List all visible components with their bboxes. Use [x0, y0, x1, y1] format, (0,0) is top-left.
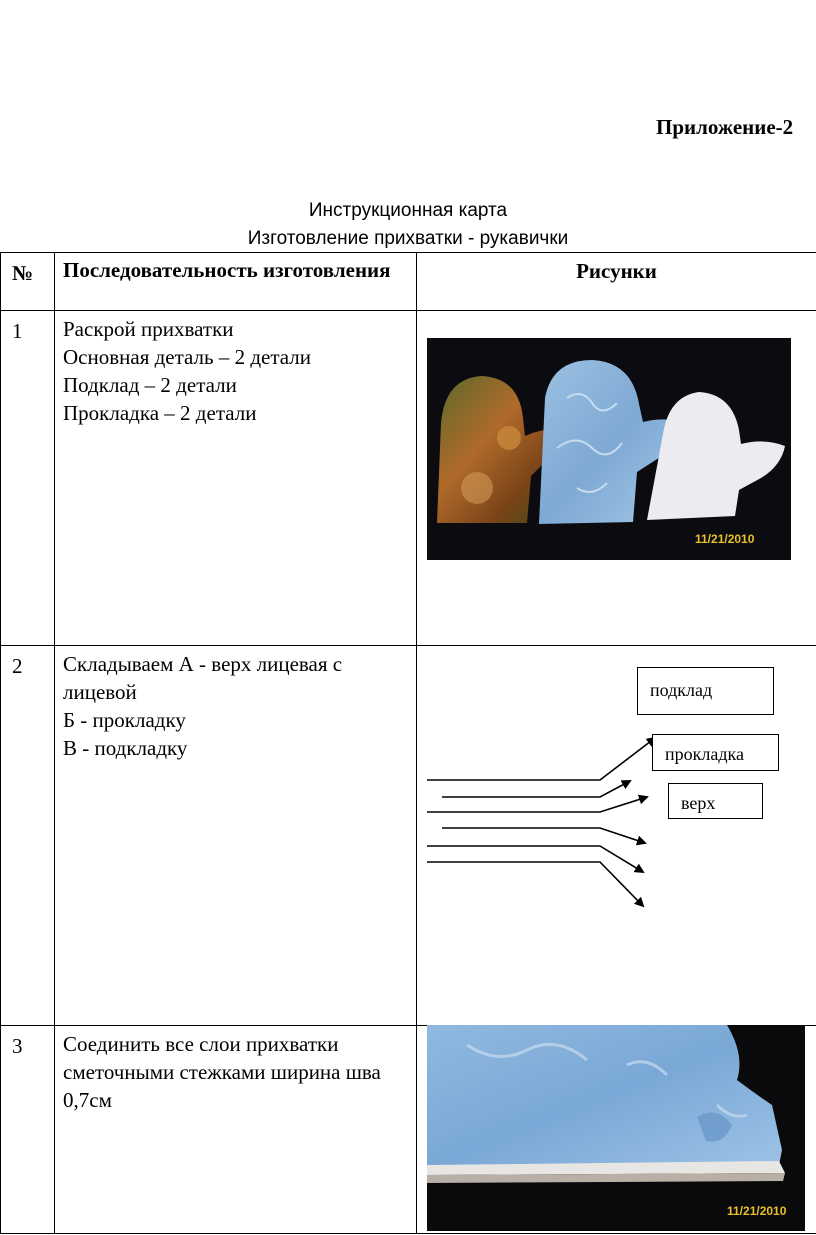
row-steps [55, 311, 417, 646]
label-lining: подклад [637, 667, 774, 715]
step-line: Б - прокладку [63, 708, 186, 732]
label-top: верх [668, 783, 763, 819]
label-interlayer: прокладка [652, 734, 779, 771]
arrow-line [427, 846, 643, 872]
arrow-line [427, 738, 655, 780]
appendix-label: Приложение-2 [656, 115, 794, 139]
step-line: Подклад – 2 детали [63, 373, 237, 397]
header-sequence: Последовательность изготовления [55, 253, 417, 311]
header-pictures: Рисунки [417, 253, 816, 311]
row-number: 2 [1, 646, 55, 1026]
arrow-line [442, 781, 630, 797]
header-num: № [1, 253, 55, 311]
photo-date-stamp: 11/21/2010 [727, 1204, 787, 1218]
step-line: Прокладка – 2 детали [63, 401, 257, 425]
table-header-row [1, 253, 816, 311]
card-title: Инструкционная карта [308, 200, 508, 221]
step-line: Основная деталь – 2 детали [63, 345, 312, 369]
step-line: Складываем А - верх лицевая с лицевой [63, 652, 343, 704]
step-line: В - подкладку [63, 736, 188, 760]
arrow-line [427, 797, 647, 812]
arrow-line [442, 828, 645, 843]
row-steps [55, 646, 417, 1026]
step-line: Раскрой прихватки [63, 317, 234, 341]
arrow-line [427, 862, 643, 906]
row-steps [55, 1026, 417, 1234]
photo-date-stamp: 11/21/2010 [695, 532, 755, 546]
basted-layers-photo [427, 1025, 805, 1231]
step-line: Соединить все слои прихватки сметочными стежками ширина шва 0,7см [63, 1032, 381, 1112]
card-subtitle: Изготовление прихватки - рукавички [247, 228, 569, 249]
row-number: 3 [1, 1026, 55, 1234]
mitten-pieces-photo [427, 338, 791, 560]
blue-fabric-layer [427, 1025, 782, 1167]
row-number: 1 [1, 311, 55, 646]
